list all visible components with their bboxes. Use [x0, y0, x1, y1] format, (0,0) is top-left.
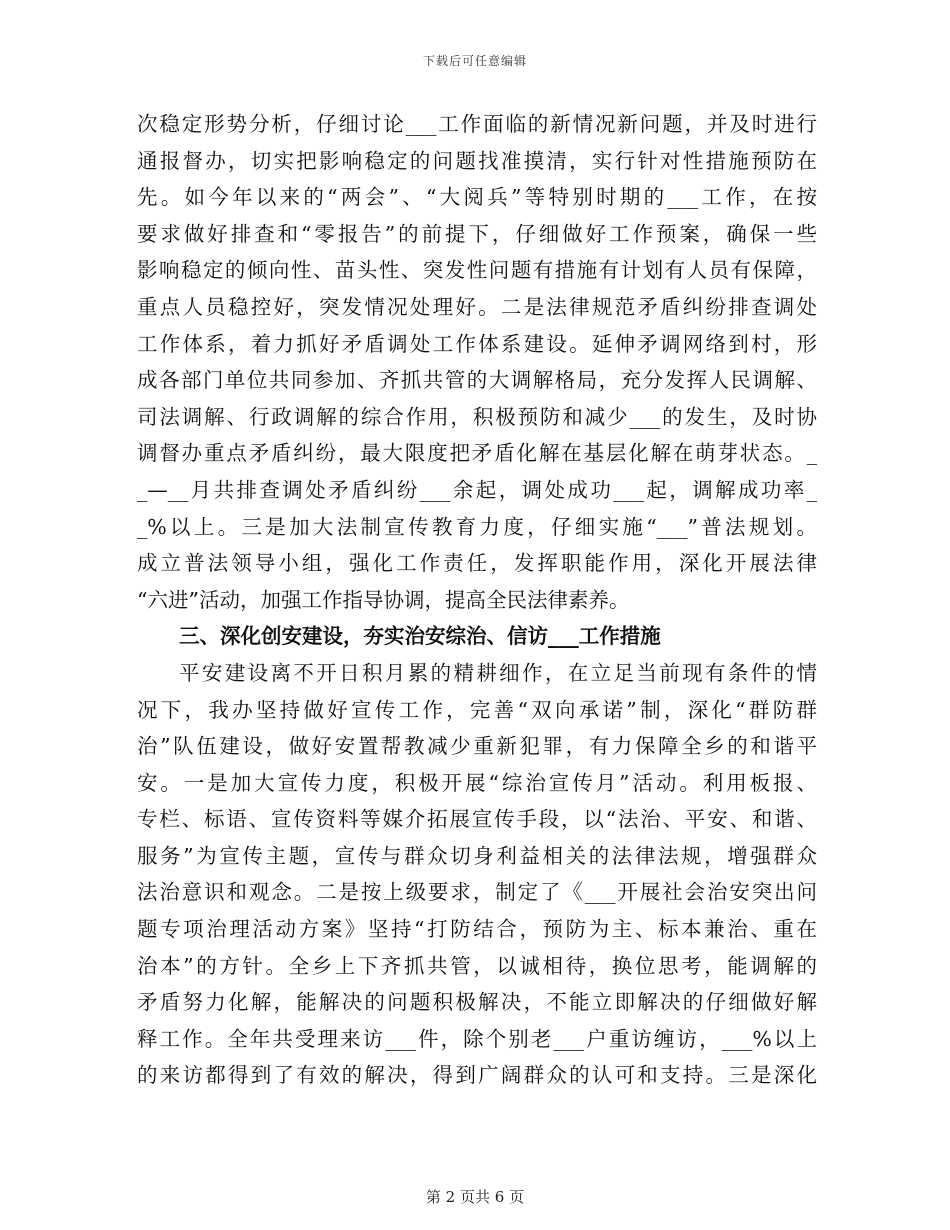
section-line: 安。一是加大宣传力度，积极开展“综治宣传月”活动。利用板报、	[137, 770, 817, 795]
body-line: _%以上。三是加大法制宣传教育力度，仔细实施“___”普法规划。	[137, 514, 817, 539]
section-line: 治”队伍建设，做好安置帮教减少重新犯罪，有力保障全乡的和谐平	[137, 734, 817, 759]
document-body	[137, 106, 817, 1094]
section-line: 专栏、标语、宣传资料等媒介拓展宣传手段，以“法治、平安、和谐、	[137, 807, 817, 832]
body-line: 影响稳定的倾向性、苗头性、突发性问题有措施有计划有人员有保障，	[137, 258, 817, 283]
body-line: 成各部门单位共同参加、齐抓共管的大调解格局，充分发挥人民调解、	[137, 368, 817, 393]
section-line: 平安建设离不开日积月累的精耕细作，在立足当前现有条件的情	[179, 660, 817, 685]
body-line: “六进”活动，加强工作指导协调，提高全民法律素养。	[137, 587, 630, 612]
body-line: 重点人员稳控好，突发情况处理好。二是法律规范矛盾纠纷排查调处	[137, 294, 817, 319]
section-line: 矛盾努力化解，能解决的问题积极解决，不能立即解决的仔细做好解	[137, 990, 817, 1015]
section-line: 服务”为宣传主题，宣传与群众切身利益相关的法律法规，增强群众	[137, 843, 817, 868]
section-line: 治本”的方针。全乡上下齐抓共管，以诚相待，换位思考，能调解的	[137, 953, 817, 978]
body-line: 通报督办，切实把影响稳定的问题找准摸清，实行针对性措施预防在	[137, 148, 817, 173]
section-line: 的来访都得到了有效的解决，得到广阔群众的认可和支持。三是深化	[137, 1063, 817, 1088]
body-line: 要求做好排查和“零报告”的前提下，仔细做好工作预案，确保一些	[137, 221, 817, 246]
section-line: 释工作。全年共受理来访___件，除个别老___户重访缠访，___%以上	[137, 1026, 817, 1051]
body-line: 司法调解、行政调解的综合作用，积极预防和减少___的发生，及时协	[137, 404, 817, 429]
page-header: 下载后可任意编辑	[422, 54, 527, 68]
body-line: 成立普法领导小组，强化工作责任，发挥职能作用，深化开展法律	[137, 551, 817, 576]
section-heading: 三、深化创安建设，夯实治安综治、信访___工作措施	[179, 624, 661, 649]
body-line: 工作体系，着力抓好矛盾调处工作体系建设。延伸矛调网络到村，形	[137, 331, 817, 356]
section-line: 题专项治理活动方案》坚持“打防结合，预防为主、标本兼治、重在	[137, 917, 817, 942]
body-line: 次稳定形势分析，仔细讨论___工作面临的新情况新问题，并及时进行	[137, 112, 817, 136]
body-line: _—__月共排查调处矛盾纠纷___余起，调处成功___起，调解成功率_	[137, 477, 817, 502]
body-line: 先。如今年以来的“两会”、“大阅兵”等特别时期的___工作，在按	[137, 185, 817, 210]
body-line: 调督办重点矛盾纠纷，最大限度把矛盾化解在基层化解在萌芽状态。_	[137, 441, 817, 466]
page-footer: 第 2 页共 6 页	[425, 1188, 525, 1206]
section-line: 法治意识和观念。二是按上级要求，制定了《___开展社会治安突出问	[137, 880, 817, 905]
section-line: 况下，我办坚持做好宣传工作，完善“双向承诺”制，深化“群防群	[137, 697, 817, 722]
